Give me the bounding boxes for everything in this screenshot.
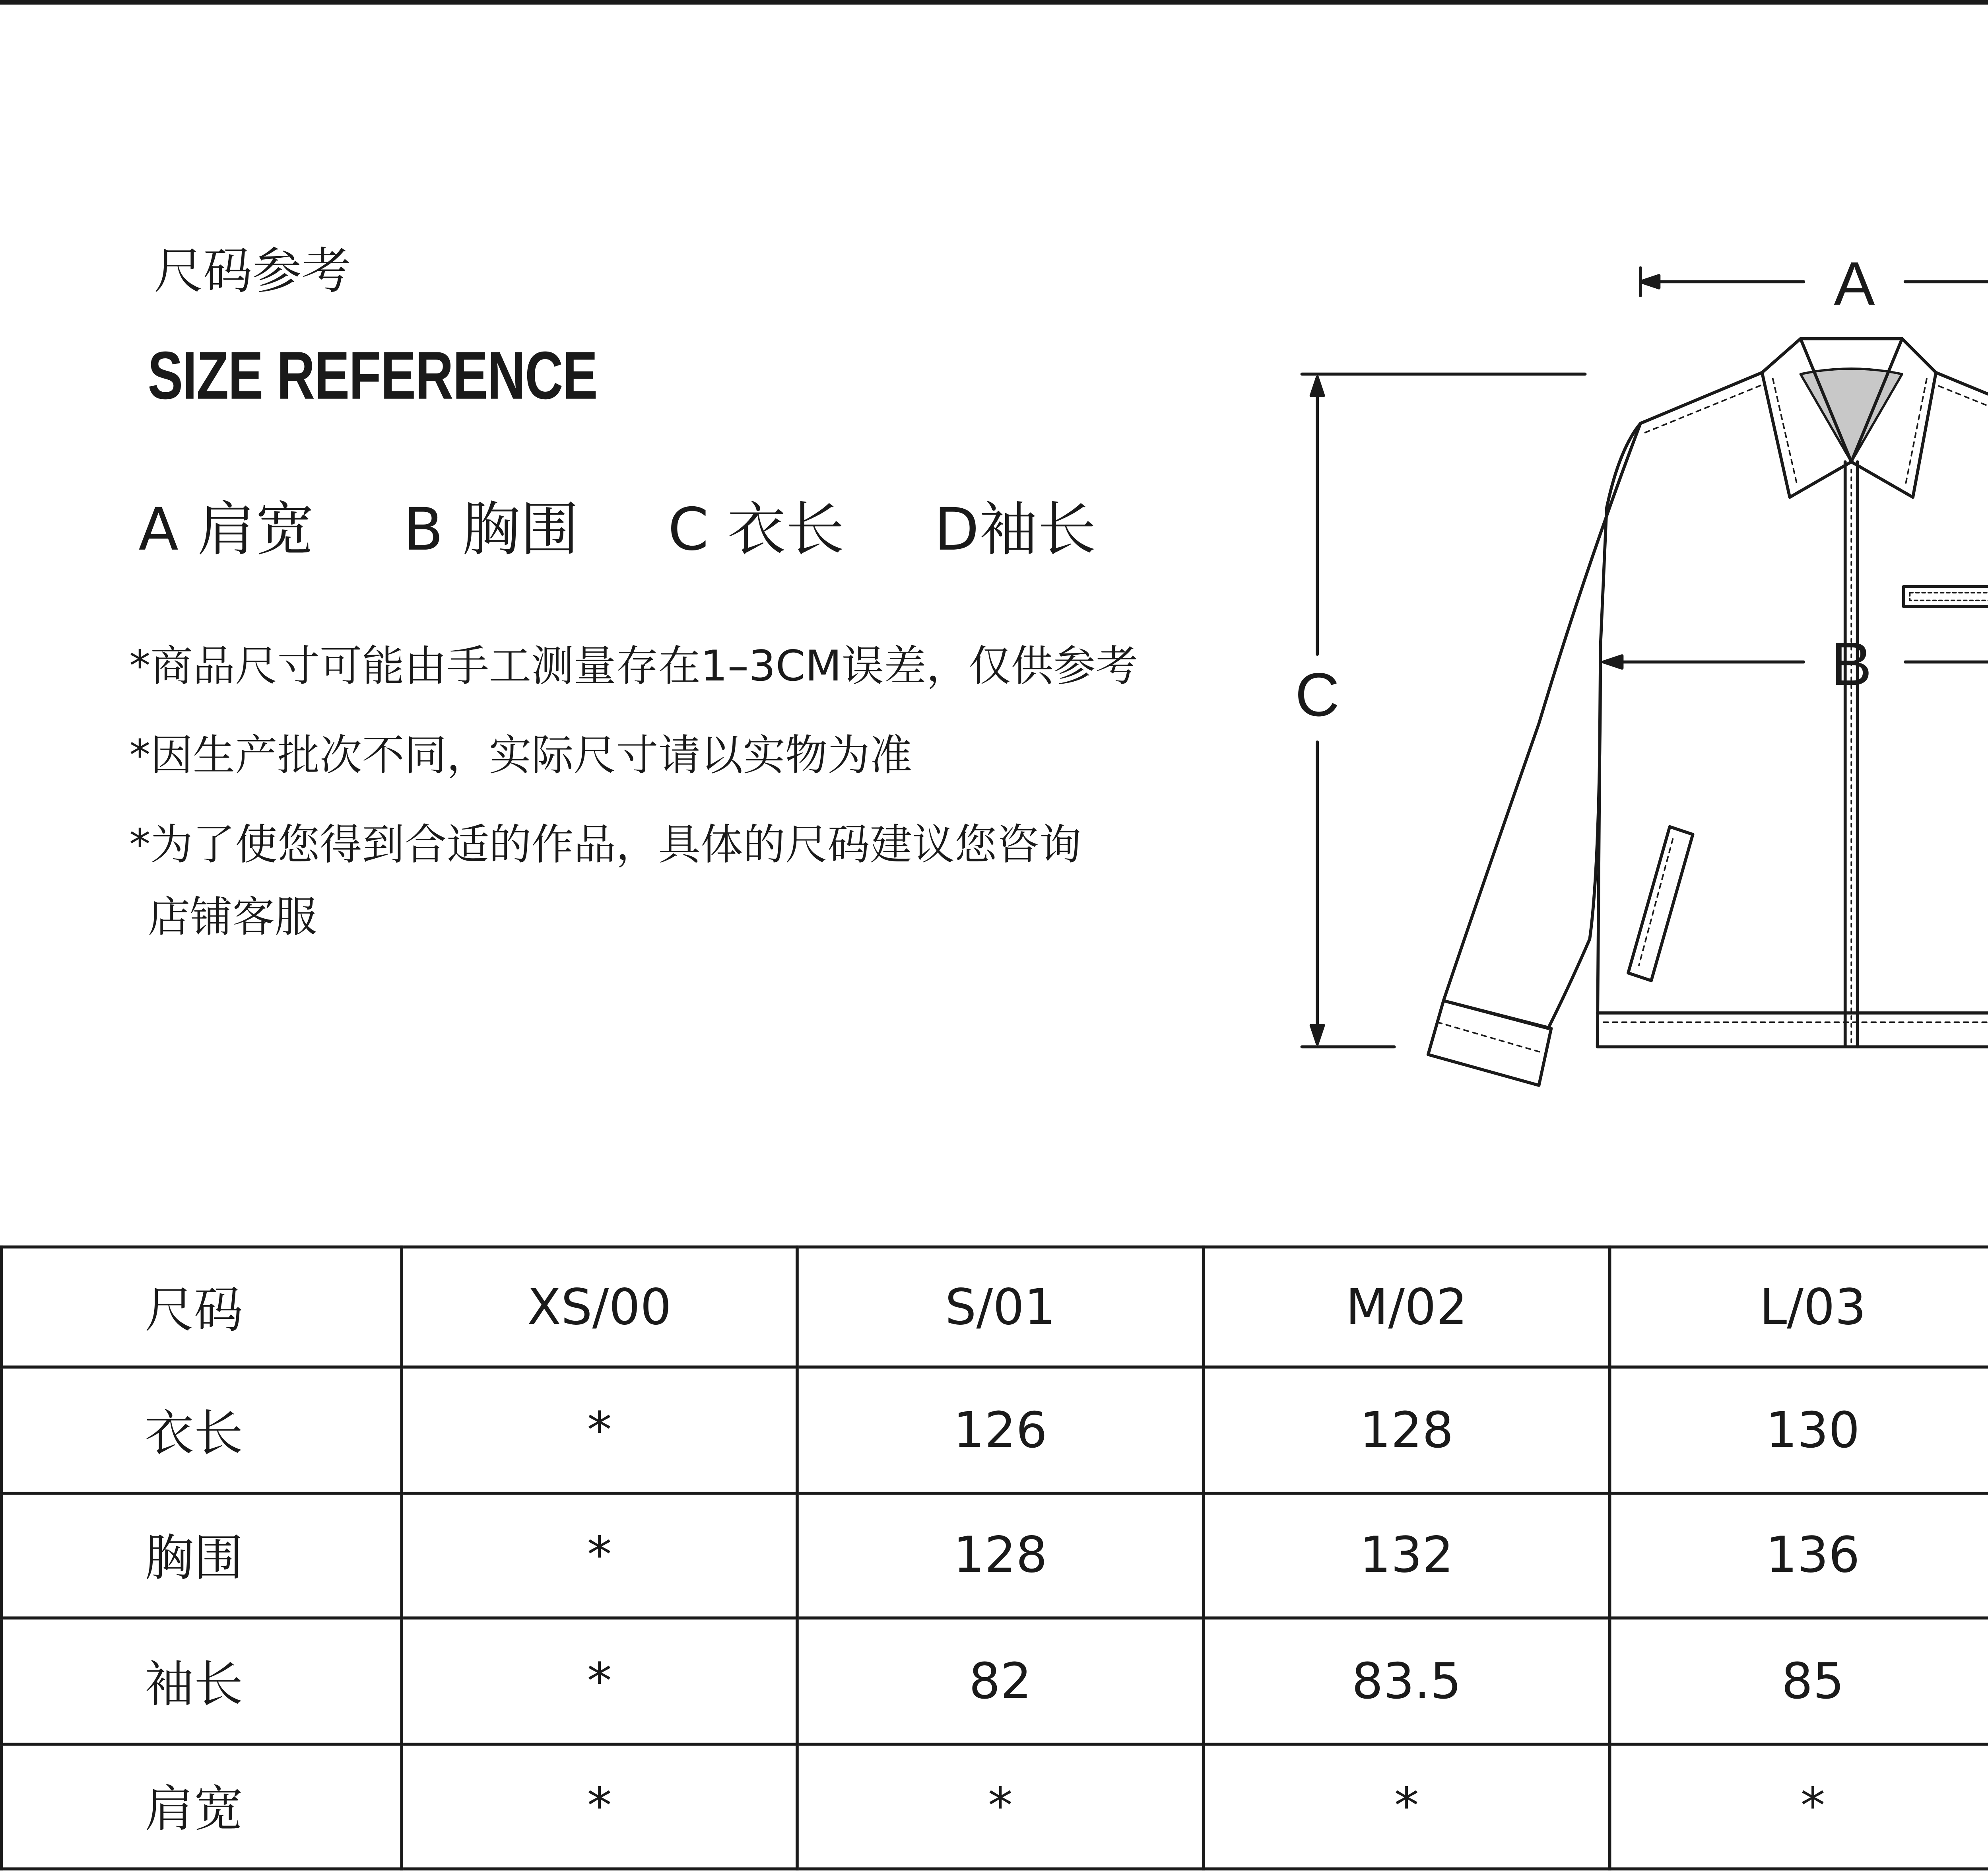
table-row	[2, 1744, 1988, 1869]
table-cell: 136	[1610, 1493, 1988, 1618]
header-m: M/02	[1204, 1247, 1610, 1367]
diagram-label-b: B	[1831, 629, 1872, 698]
table-row	[2, 1493, 1988, 1618]
header-s: S/01	[797, 1247, 1204, 1367]
left-pocket	[1628, 827, 1693, 981]
table-cell: *	[1610, 1744, 1988, 1869]
header-l: L/03	[1610, 1247, 1988, 1367]
table-cell: 85	[1610, 1618, 1988, 1744]
size-table	[0, 1246, 1988, 1871]
header-size: 尺码	[2, 1247, 402, 1367]
page-title-en: SIZE REFERENCE	[148, 338, 597, 414]
page-title-cn: 尺码参考	[154, 241, 351, 300]
diagram-label-a: A	[1834, 249, 1875, 318]
table-cell: 126	[797, 1368, 1204, 1493]
note-consult-service-cont: 店铺客服	[148, 893, 317, 942]
legend-letter: D	[934, 496, 979, 564]
legend-label: 袖长	[979, 496, 1096, 564]
table-cell: 82	[797, 1618, 1204, 1744]
table-cell: *	[797, 1744, 1204, 1869]
table-header-row	[2, 1247, 1988, 1367]
measure-a-line	[1640, 268, 1988, 296]
table-cell: *	[402, 1493, 797, 1618]
row-label: 胸围	[2, 1493, 402, 1618]
table-row	[2, 1368, 1988, 1493]
legend-letter: B	[403, 496, 444, 564]
legend-item-c	[668, 490, 845, 570]
chest-pocket	[1904, 587, 1988, 607]
table-cell: *	[402, 1744, 797, 1869]
table-cell: 132	[1204, 1493, 1610, 1618]
table-cell: 128	[797, 1493, 1204, 1618]
table-cell: *	[402, 1618, 797, 1744]
legend-letter: A	[138, 496, 179, 564]
note-measurement-error: *商品尺寸可能由手工测量存在1–3CM误差，仅供参考	[129, 642, 1138, 692]
table-cell: 128	[1204, 1368, 1610, 1493]
row-label: 衣长	[2, 1368, 402, 1493]
left-cuff	[1428, 1001, 1551, 1085]
collar-inner	[1800, 369, 1902, 462]
jacket-outline	[1598, 373, 1988, 1047]
note-consult-service: *为了使您得到合适的作品，具体的尺码建议您咨询	[129, 820, 1081, 870]
table-cell: *	[402, 1368, 797, 1493]
legend-item-a	[138, 490, 314, 570]
legend-item-b	[403, 490, 579, 570]
legend-label: 衣长	[727, 496, 845, 564]
legend-item-d	[934, 490, 1096, 570]
legend-label: 肩宽	[197, 496, 315, 564]
header-xs: XS/00	[402, 1247, 797, 1367]
note-batch-difference: *因生产批次不同，实际尺寸请以实物为准	[129, 731, 912, 781]
table-cell: 83.5	[1204, 1618, 1610, 1744]
row-label: 肩宽	[2, 1744, 402, 1869]
jacket-diagram	[1262, 231, 1988, 1108]
table-cell: 130	[1610, 1368, 1988, 1493]
row-label: 袖长	[2, 1618, 402, 1744]
left-sleeve	[1444, 423, 1640, 1028]
legend-label: 胸围	[462, 496, 579, 564]
legend-letter: C	[668, 496, 709, 564]
table-cell: *	[1204, 1744, 1610, 1869]
top-rule	[0, 0, 1988, 5]
table-row	[2, 1618, 1988, 1744]
diagram-label-c: C	[1295, 660, 1340, 729]
